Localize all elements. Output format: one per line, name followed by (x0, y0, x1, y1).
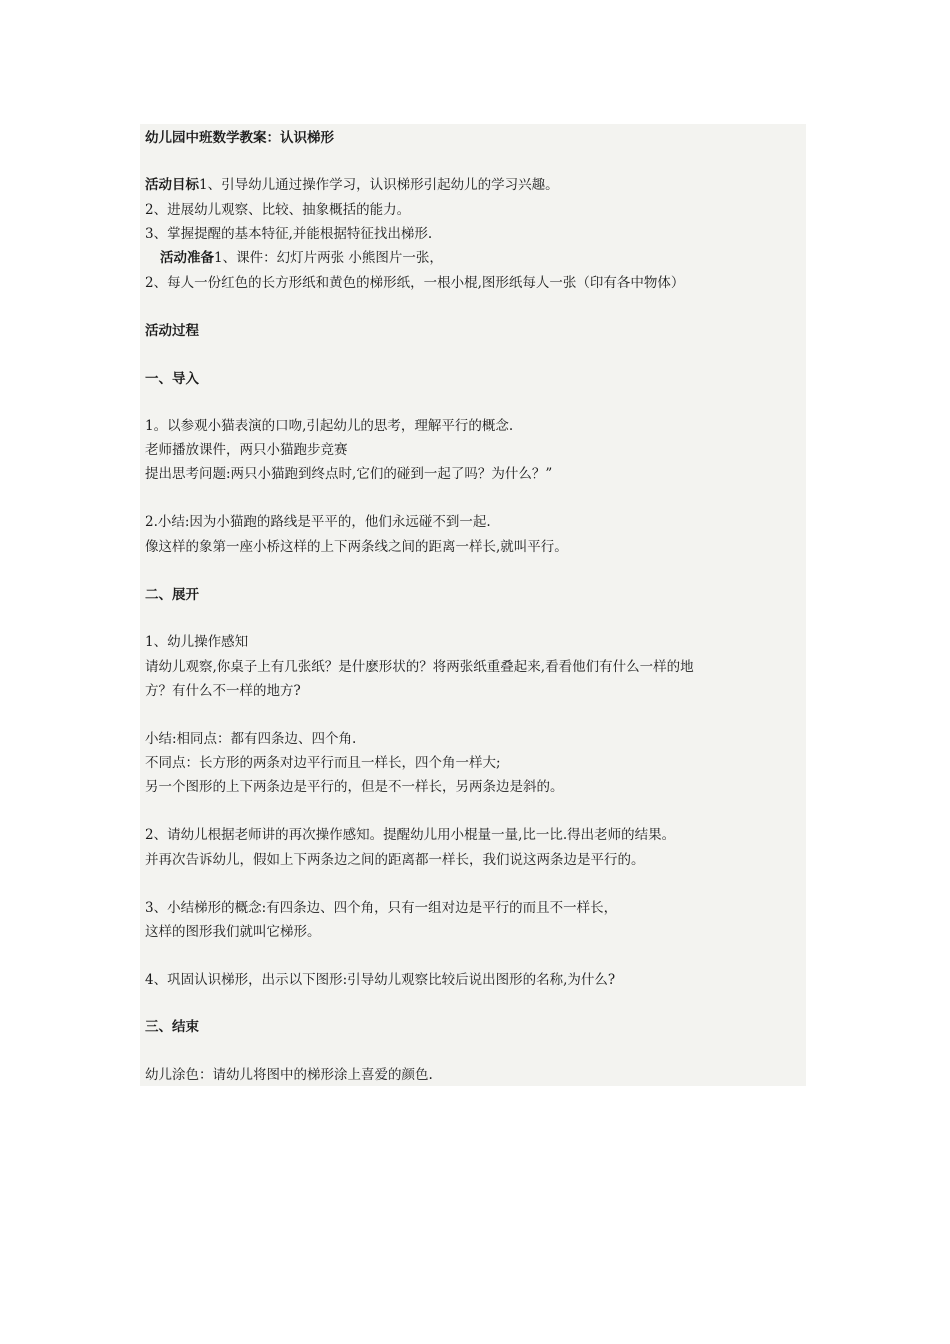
section2-p9: 3、小结梯形的概念:有四条边、四个角，只有一组对边是平行的而且不一样长， (145, 900, 618, 916)
section2-p2: 请幼儿观察,你桌子上有几张纸？是什麽形状的？将两张纸重叠起来,看看他们有什么一样的地 (145, 659, 694, 675)
goals-line-1 (145, 176, 559, 194)
section1-p4: 2.小结:因为小猫跑的路线是平平的，他们永远碰不到一起. (145, 514, 491, 530)
section2-p3: 方？有什么不一样的地方? (145, 683, 301, 699)
section2-p10: 这样的图形我们就叫它梯形。 (145, 924, 321, 940)
section2-p4: 小结:相同点：都有四条边、四个角. (145, 731, 357, 747)
section2-p6: 另一个图形的上下两条边是平行的，但是不一样长，另两条边是斜的。 (145, 779, 564, 795)
prep-item-1: 1、课件：幻灯片两张 小熊图片一张， (214, 250, 443, 266)
section2-heading: 二、展开 (145, 587, 199, 603)
document-title: 幼儿园中班数学教案：认识梯形 (145, 130, 334, 146)
section2-p8: 并再次告诉幼儿，假如上下两条边之间的距离都一样长，我们说这两条边是平行的。 (145, 852, 645, 868)
section1-p5: 像这样的象第一座小桥这样的上下两条线之间的距离一样长,就叫平行。 (145, 539, 568, 555)
section1-p3: 提出思考问题:两只小猫跑到终点时,它们的碰到一起了吗？为什么？” (145, 466, 553, 482)
goals-item-2: 2、进展幼儿观察、比较、抽象概括的能力。 (145, 202, 411, 218)
section1-heading: 一、导入 (145, 371, 199, 387)
process-heading: 活动过程 (145, 323, 199, 339)
section2-p1: 1、幼儿操作感知 (145, 634, 249, 650)
prep-item-2: 2、每人一份红色的长方形纸和黄色的梯形纸，一根小棍,图形纸每人一张（印有各中物体） (145, 275, 685, 291)
document-body (140, 124, 806, 1086)
section3-p1: 幼儿涂色：请幼儿将图中的梯形涂上喜爱的颜色. (145, 1067, 433, 1083)
prep-label: 活动准备 (160, 250, 214, 266)
goals-item-3: 3、掌握提醒的基本特征,并能根据特征找出梯形. (145, 226, 433, 242)
section1-p1: 1。以参观小猫表演的口吻,引起幼儿的思考，理解平行的概念. (145, 418, 514, 434)
section2-p11: 4、巩固认识梯形，出示以下图形:引导幼儿观察比较后说出图形的名称,为什么? (145, 972, 616, 988)
section2-p7: 2、请幼儿根据老师讲的再次操作感知。提醒幼儿用小棍量一量,比一比.得出老师的结果。 (145, 827, 676, 843)
section2-p5: 不同点：长方形的两条对边平行而且一样长，四个角一样大; (145, 755, 501, 771)
section1-p2: 老师播放课件，两只小猫跑步竞赛 (145, 442, 348, 458)
goals-item-1: 1、引导幼儿通过操作学习，认识梯形引起幼儿的学习兴趣。 (199, 177, 559, 193)
section3-heading: 三、结束 (145, 1019, 199, 1035)
prep-line-1 (160, 249, 443, 267)
goals-label: 活动目标 (145, 177, 199, 193)
